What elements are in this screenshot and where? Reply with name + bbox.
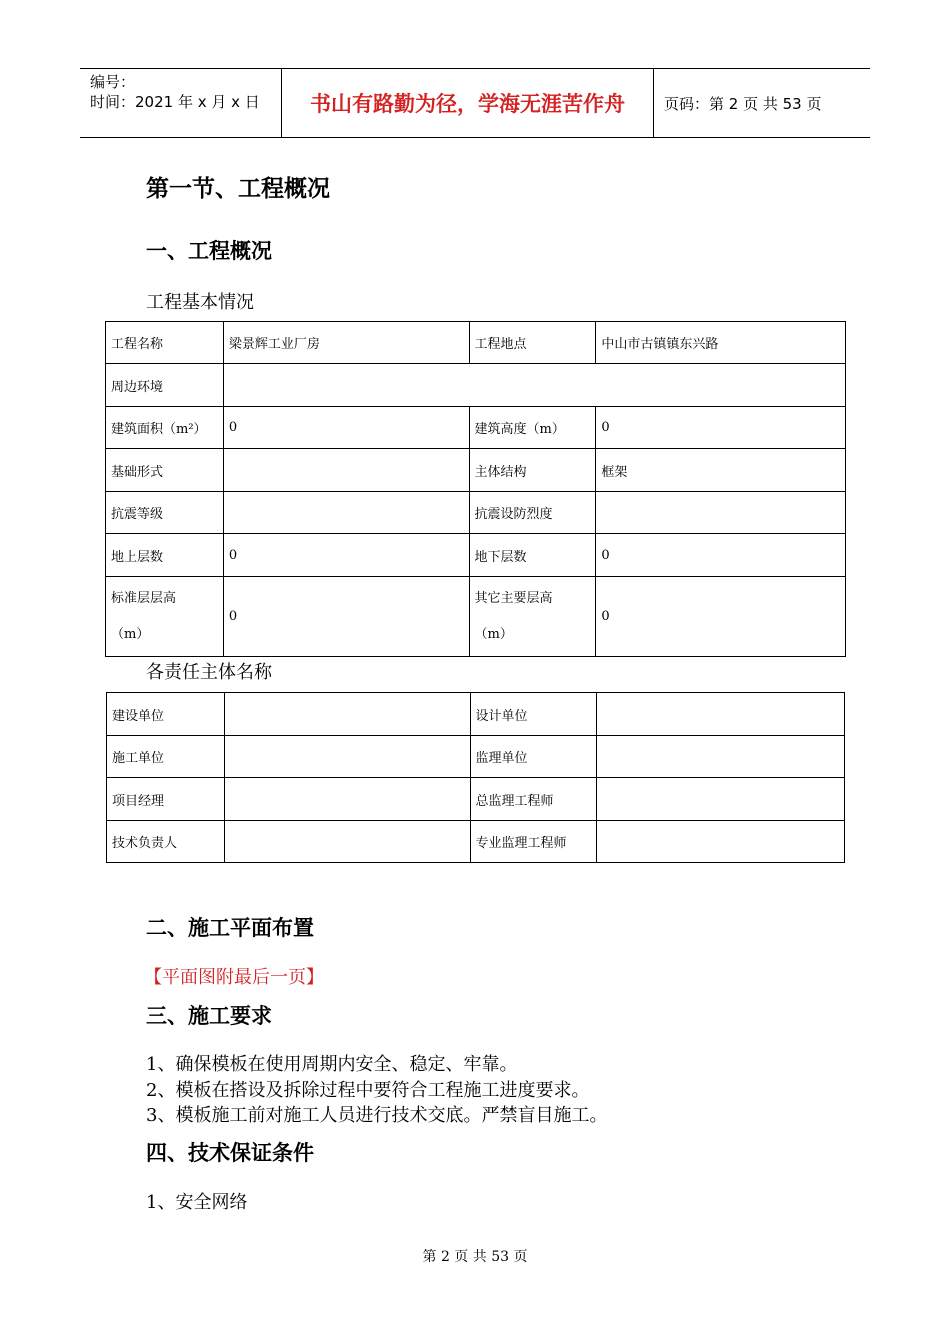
cell-value [224, 778, 470, 821]
list-item: 3、模板施工前对施工人员进行技术交底。严禁盲目施工。 [146, 1105, 608, 1126]
cell-value: 0 [596, 534, 846, 577]
cell-label: 技术负责人 [107, 821, 225, 863]
cell-label: 建设单位 [107, 693, 225, 736]
other-height-label-line2: （m） [474, 626, 513, 642]
cell-label: 监理单位 [470, 736, 597, 778]
table-row [107, 821, 845, 863]
section-title: 第一节、工程概况 [146, 176, 330, 202]
table-row [107, 693, 845, 736]
cell-label: 建筑面积（m²） [106, 407, 224, 449]
list-item: 1、确保模板在使用周期内安全、稳定、牢靠。 [146, 1054, 518, 1075]
std-height-label-line2: （m） [111, 626, 150, 642]
cell-label: 抗震设防烈度 [469, 492, 596, 534]
cell-value [223, 492, 469, 534]
cell-label: 专业监理工程师 [470, 821, 597, 863]
page-header [80, 68, 870, 138]
table-row [106, 407, 846, 449]
page-footer: 第 2 页 共 53 页 [422, 1249, 528, 1265]
list-item: 1、安全网络 [146, 1192, 248, 1213]
other-height-label-line1: 其它主要层高 [474, 590, 553, 606]
cell-label: 周边环境 [106, 364, 224, 407]
cell-label: 工程地点 [469, 322, 596, 364]
cell-value: 中山市古镇镇东兴路 [596, 322, 846, 364]
cell-value: 0 [596, 577, 846, 657]
cell-value [224, 693, 470, 736]
cell-value [597, 736, 845, 778]
cell-value [223, 449, 469, 492]
header-meta [80, 69, 282, 137]
cell-label: 设计单位 [470, 693, 597, 736]
cell-label: 项目经理 [107, 778, 225, 821]
cell-label [469, 577, 596, 657]
header-page-number: 页码：第 2 页 共 53 页 [664, 94, 822, 113]
cell-value [224, 736, 470, 778]
doc-number-label: 编号： [90, 73, 136, 91]
heading-overview: 一、工程概况 [146, 239, 272, 263]
table-row [106, 534, 846, 577]
heading-site-layout: 二、施工平面布置 [146, 916, 314, 940]
cell-label: 地下层数 [469, 534, 596, 577]
cell-label: 工程名称 [106, 322, 224, 364]
cell-label: 总监理工程师 [470, 778, 597, 821]
parties-table [106, 692, 845, 863]
cell-label [106, 577, 224, 657]
heading-requirements: 三、施工要求 [146, 1004, 272, 1028]
parties-caption: 各责任主体名称 [146, 662, 272, 683]
std-height-label-line1: 标准层层高 [111, 590, 177, 606]
cell-label: 地上层数 [106, 534, 224, 577]
cell-value [597, 821, 845, 863]
heading-tech-conditions: 四、技术保证条件 [146, 1141, 314, 1165]
cell-value: 0 [223, 534, 469, 577]
cell-value: 0 [223, 407, 469, 449]
cell-value: 0 [596, 407, 846, 449]
cell-label: 主体结构 [469, 449, 596, 492]
table-row [107, 736, 845, 778]
cell-value [596, 492, 846, 534]
cell-label: 建筑高度（m） [469, 407, 596, 449]
cell-value [597, 693, 845, 736]
header-motto-cell [282, 69, 654, 137]
cell-value [224, 821, 470, 863]
cell-label: 抗震等级 [106, 492, 224, 534]
table-row [106, 364, 846, 407]
cell-value [223, 364, 845, 407]
cell-value: 框架 [596, 449, 846, 492]
cell-label: 基础形式 [106, 449, 224, 492]
cell-value [597, 778, 845, 821]
table-row [106, 577, 846, 657]
list-item: 2、模板在搭设及拆除过程中要符合工程施工进度要求。 [146, 1080, 590, 1101]
cell-label: 施工单位 [107, 736, 225, 778]
cell-value: 0 [223, 577, 469, 657]
header-motto: 书山有路勤为径，学海无涯苦作舟 [310, 92, 625, 116]
table-row [106, 322, 846, 364]
doc-date-label: 时间：2021 年 x 月 x 日 [90, 93, 260, 111]
site-plan-note: 【平面图附最后一页】 [144, 967, 324, 988]
table-row [107, 778, 845, 821]
basic-info-table [105, 321, 846, 657]
table-row [106, 449, 846, 492]
table-row [106, 492, 846, 534]
cell-value: 梁景辉工业厂房 [223, 322, 469, 364]
basic-info-caption: 工程基本情况 [146, 292, 254, 313]
